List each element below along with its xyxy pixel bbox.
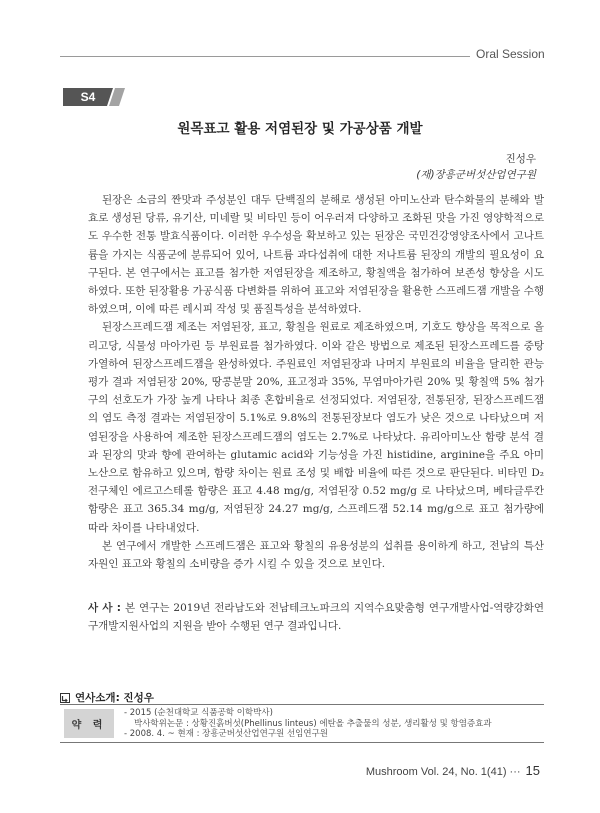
bio-label: 약 력	[64, 709, 114, 738]
journal-citation: Mushroom Vol. 24, No. 1(41) ···	[365, 766, 521, 778]
bio-line: - 2008. 4. ~ 현재 : 장흥군버섯산업연구원 선임연구원	[124, 729, 328, 739]
bio-line: - 2015 (순천대학교 식품공학 이학박사)	[124, 708, 273, 718]
abstract-paragraph: 된장스프레드잼 제조는 저염된장, 표고, 황칠을 원료로 제조하였으며, 기호도 향상을 목적으로 올리고당, 식물성 마아가린 등 부원료를 첨가하였다. 이와 같은 방법으로 제조된 된장스프레드를 중탕 가열하여 된장스프레드잼을 완성하였다. 주원료인 저염된장과 나머지 부원료의 비율을 달리한 관능평가 결과 저염된장 20%, 땅콩분말 20%, 표고정과 35%, 무염마아가린 20% 및 황칠액 5% 첨가구의 선호도가 가장 높게 나타나 최종 혼합비율로 선정되었다. 저염된장, 전통된장, 된장스프레드잼의 염도 측정 결과는 저염된장이 5.1%로 9.8%의 전통된장보다 염도가 낮은 것으로 나타났으며 저염된장을 사용하여 제조한 된장스프레드잼의 염도는 2.7%로 나타났다. 유리아미노산 함량 분석 결과 된장의 맛과 향에 관여하는 glutamic acid와 기능성을 가진 histidine, arginine을 주요 아미노산으로 함유하고 있으며, 함량 차이는 원료 조성 및 배합 비율에 따른 것으로 판단된다. 비타민 D₂ 전구체인 에르고스테롤 함량은 표고 4.48 mg/g, 저염된장 0.52 mg/g 로 나타났으며, 베타글루칸 함량은 표고 365.34 mg/g, 저염된장 24.27 mg/g, 스프레드잼 52.14 mg/g으로 표고 첨가량에 따라 차이를 나타내었다.	[88, 321, 544, 534]
abstract-body	[88, 191, 544, 573]
acknowledgement	[88, 599, 544, 635]
abstract-paragraph: 본 연구에서 개발한 스프레드잼은 표고와 황칠의 유용성분의 섭취를 용이하게 하고, 전남의 특산자원인 표고와 황칠의 소비량을 증가 시킬 수 있을 것으로 보인다.	[88, 539, 544, 571]
speaker-heading-text: 연사소개: 진성우	[75, 692, 154, 704]
session-label: Oral Session	[476, 47, 545, 61]
bio-line: 박사학위논문 : 상황진흙버섯(Phellinus linteus) 에탄올 추출물의 성분, 생리활성 및 항염증효과	[134, 718, 492, 729]
abstract-paragraph: 된장은 소금의 짠맛과 주성분인 대두 단백질의 분해로 생성된 아미노산과 탄수화물의 분해와 발효로 생성된 당류, 유기산, 미네랄 및 비타민 등이 어우러져 다양하고 조화된 맛을 가진 영양학적으로도 우수한 전통 발효식품이다. 이러한 우수성을 확보하고 있는 된장은 국민건강영양조사에서 고나트륨을 가지는 식품군에 분류되어 있어, 나트륨 과다섭취에 대한 저나트륨 된장의 개발의 필요성이 요구된다. 본 연구에서는 표고를 첨가한 저염된장을 제조하고, 황칠액을 첨가하여 보존성 향상을 시도하였다. 또한 된장활용 가공식품 다변화를 위하여 표고와 저염된장을 활용한 스프레드잼 개발을 수행하였으며, 이에 따른 레시피 작성 및 품질특성을 분석하였다.	[88, 194, 544, 316]
speaker-bio-box	[60, 704, 544, 743]
page-footer	[366, 763, 540, 778]
acknowledgement-label: 사 사 :	[88, 602, 121, 614]
speaker-heading	[60, 690, 154, 705]
author-name: 진성우	[505, 153, 536, 165]
acknowledgement-text: 본 연구는 2019년 전라남도와 전남테크노파크의 지역수요맞춤형 연구개발사업-역량강화연구개발지원사업의 지원을 받아 수행된 연구 결과입니다.	[88, 602, 544, 633]
paper-title: 원목표고 활용 저염된장 및 가공상품 개발	[177, 121, 423, 137]
bio-list	[124, 708, 492, 740]
session-code-badge	[63, 88, 125, 106]
page-number: 15	[525, 763, 540, 778]
author-affiliation: (재)장흥군버섯산업연구원	[416, 169, 536, 181]
corner-arrow-icon	[60, 693, 70, 703]
header-rule	[60, 56, 470, 57]
session-code: S4	[80, 90, 96, 104]
